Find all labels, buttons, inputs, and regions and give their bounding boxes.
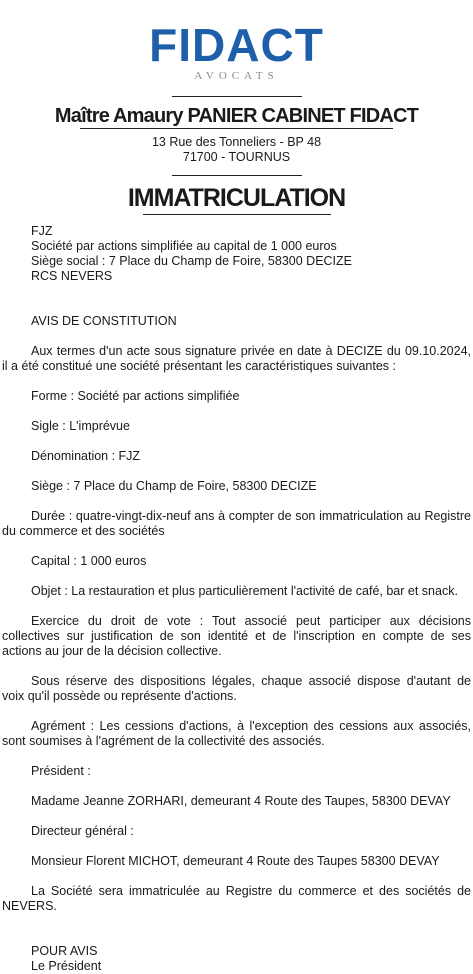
firm-address-line1: 13 Rue des Tonneliers - BP 48	[151, 135, 322, 149]
closing-signatory: Le Président	[31, 959, 102, 973]
notice-body	[0, 224, 473, 974]
heading-rule-top	[172, 175, 302, 176]
firm-address-line2: 71700 - TOURNUS	[182, 150, 291, 164]
paragraph-voting: Exercice du droit de vote : Tout associé peut participer aux décisions collectives sur justification de son identité et de l'inscription en compte de ses actions au jour de la décision collective.	[2, 614, 471, 658]
heading-underline	[143, 214, 331, 215]
firm-name: Maître Amaury PANIER CABINET FIDACT	[54, 105, 419, 127]
paragraph-approval: Agrément : Les cessions d'actions, à l'exception des cessions aux associés, sont soumises à l'agrément de la collectivité des associés.	[2, 719, 471, 748]
paragraph-object: Objet : La restauration et plus particulièrement l'activité de café, bar et snack.	[31, 584, 458, 598]
logo-subtitle: AVOCATS	[194, 70, 279, 82]
paragraph-president-label: Président :	[31, 764, 91, 778]
paragraph-seat: Siège : 7 Place du Champ de Foire, 58300 DECIZE	[31, 479, 317, 493]
company-rcs: RCS NEVERS	[31, 269, 113, 283]
closing-pour-avis: POUR AVIS	[31, 944, 98, 958]
firm-underline	[80, 128, 393, 129]
company-name: FJZ	[31, 224, 53, 238]
paragraph-director: Monsieur Florent MICHOT, demeurant 4 Route des Taupes 58300 DEVAY	[31, 854, 440, 868]
paragraph-deed: Aux termes d'un acte sous signature privée en date à DECIZE du 09.10.2024, il a été constitué une société présentant les caractéristiques suivantes :	[2, 344, 471, 373]
paragraph-director-label: Directeur général :	[31, 824, 134, 838]
logo-wordmark: FIDACT	[149, 19, 324, 71]
paragraph-registration: La Société sera immatriculée au Registre du commerce et des sociétés de NEVERS.	[2, 884, 471, 913]
paragraph-capital: Capital : 1 000 euros	[31, 554, 147, 568]
fidact-logo	[0, 19, 473, 82]
paragraph-denomination: Dénomination : FJZ	[31, 449, 141, 463]
paragraph-acronym: Sigle : L'imprévue	[31, 419, 130, 433]
notice-heading: IMMATRICULATION	[127, 184, 346, 212]
paragraph-votes: Sous réserve des dispositions légales, chaque associé dispose d'autant de voix qu'il possède ou représente d'actions.	[2, 674, 471, 703]
paragraph-president: Madame Jeanne ZORHARI, demeurant 4 Route des Taupes, 58300 DEVAY	[31, 794, 451, 808]
paragraph-duration: Durée : quatre-vingt-dix-neuf ans à compter de son immatriculation au Registre du commerce et des sociétés	[2, 509, 471, 538]
paragraph-form: Forme : Société par actions simplifiée	[31, 389, 240, 403]
company-type-capital: Société par actions simplifiée au capital de 1 000 euros	[31, 239, 337, 253]
header-rule-top	[172, 96, 302, 97]
notice-title: AVIS DE CONSTITUTION	[31, 314, 177, 328]
company-seat: Siège social : 7 Place du Champ de Foire, 58300 DECIZE	[31, 254, 353, 268]
